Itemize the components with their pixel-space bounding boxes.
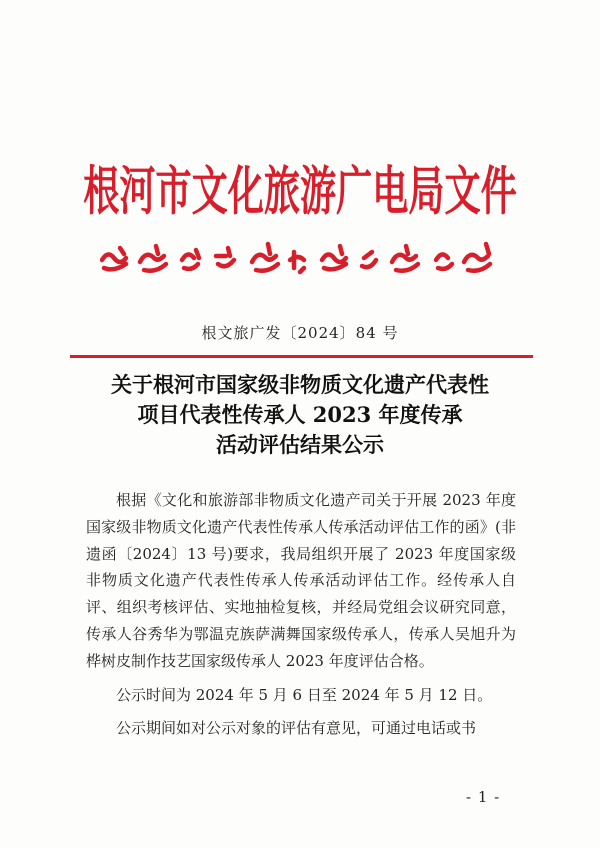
red-divider-rule [70,355,533,358]
title-line: 项目代表性传承人 2023 年度传承 [137,402,463,427]
mongolian-script-emblem [100,238,510,278]
page-number: - 1 - [466,788,501,806]
body-paragraph: 公示期间如对公示对象的评估有意见，可通过电话或书 [116,719,477,738]
title-line: 活动评估结果公示 [216,432,384,457]
body-paragraph: 根据《文化和旅游部非物质文化遗产司关于开展 2023 年度国家级非物质文化遗产代表性传承人传承活动评估工作的函》(非遗函〔2024〕13 号)要求，我局组织开展了 2023 年度国家级非物质文化遗产代表性传承人传承活动评估工作。经传承人自评、组织考核评估、实地抽检复核，并经局党组会议研究同意，传承人谷秀华为鄂温克族萨满舞国家级传承人，传承人吴旭升为桦树皮制作技艺国家级传承人 2023 年度评估合格。 [86,491,516,670]
document-title [0,370,600,460]
body-paragraph: 公示时间为 2024 年 5 月 6 日至 2024 年 5 月 12 日。 [116,685,493,704]
document-number: 根文旅广发〔2024〕84 号 [201,324,399,342]
mongolian-script-icon [100,238,510,278]
issuing-organization-title: 根河市文化旅游广电局文件 [83,161,517,223]
body-text [86,487,516,742]
title-line: 关于根河市国家级非物质文化遗产代表性 [111,372,489,397]
